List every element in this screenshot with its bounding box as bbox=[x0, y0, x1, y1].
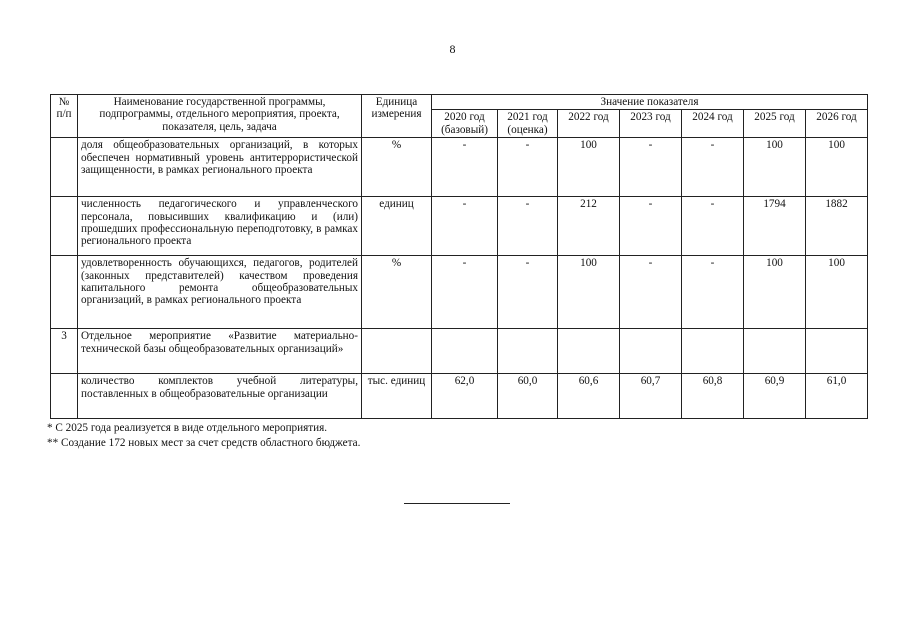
header-year: 2024 год bbox=[682, 110, 744, 138]
row-unit: % bbox=[362, 138, 432, 197]
row-value: 100 bbox=[806, 138, 868, 197]
header-year: 2021 год (оценка) bbox=[498, 110, 558, 138]
row-value: - bbox=[682, 197, 744, 256]
row-num bbox=[51, 374, 78, 419]
row-unit bbox=[362, 329, 432, 374]
header-year: 2026 год bbox=[806, 110, 868, 138]
row-value: - bbox=[682, 256, 744, 329]
header-year: 2025 год bbox=[744, 110, 806, 138]
footnotes bbox=[47, 421, 360, 451]
row-name: Отдельное мероприятие «Развитие материально-технической базы общеобразовательных организаций» bbox=[78, 329, 362, 374]
header-unit: Единица измерения bbox=[362, 95, 432, 138]
row-value: - bbox=[432, 138, 498, 197]
end-separator-line bbox=[404, 503, 510, 504]
row-value bbox=[620, 329, 682, 374]
row-value: 62,0 bbox=[432, 374, 498, 419]
header-year: 2022 год bbox=[558, 110, 620, 138]
row-name: доля общеобразовательных организаций, в которых обеспечен нормативный уровень антитеррористической защищенности, в рамках регионального проекта bbox=[78, 138, 362, 197]
row-value: 100 bbox=[558, 256, 620, 329]
row-value: 100 bbox=[744, 138, 806, 197]
row-value: 100 bbox=[806, 256, 868, 329]
row-name: количество комплектов учебной литературы, поставленных в общеобразовательные организации bbox=[78, 374, 362, 419]
indicators-table bbox=[50, 94, 868, 419]
row-value: 60,6 bbox=[558, 374, 620, 419]
header-year: 2023 год bbox=[620, 110, 682, 138]
row-value: - bbox=[620, 138, 682, 197]
row-value: 100 bbox=[558, 138, 620, 197]
row-value: 60,0 bbox=[498, 374, 558, 419]
row-value bbox=[432, 329, 498, 374]
footnote: * С 2025 года реализуется в виде отдельного мероприятия. bbox=[47, 422, 328, 434]
row-value: - bbox=[498, 197, 558, 256]
header-num: № п/п bbox=[51, 95, 78, 138]
row-value: 100 bbox=[744, 256, 806, 329]
footnote: ** Создание 172 новых мест за счет средств областного бюджета. bbox=[47, 437, 361, 449]
row-name: удовлетворенность обучающихся, педагогов, родителей (законных представителей) качеством проведения капитального ремонта общеобразовательных организаций, в рамках регионального проекта bbox=[78, 256, 362, 329]
table-row bbox=[51, 197, 868, 256]
page-number: 8 bbox=[449, 42, 456, 56]
row-value: 60,8 bbox=[682, 374, 744, 419]
row-value bbox=[498, 329, 558, 374]
row-value: - bbox=[620, 256, 682, 329]
row-value bbox=[806, 329, 868, 374]
row-value: - bbox=[432, 256, 498, 329]
row-value bbox=[682, 329, 744, 374]
header-year: 2020 год (базовый) bbox=[432, 110, 498, 138]
row-unit: единиц bbox=[362, 197, 432, 256]
row-unit: тыс. единиц bbox=[362, 374, 432, 419]
row-value bbox=[558, 329, 620, 374]
row-value: 60,9 bbox=[744, 374, 806, 419]
row-value bbox=[744, 329, 806, 374]
row-value: 60,7 bbox=[620, 374, 682, 419]
table-row bbox=[51, 256, 868, 329]
table-row-section bbox=[51, 329, 868, 374]
row-name: численность педагогического и управленческого персонала, повысивших квалификацию и (или) прошедших профессиональную переподготовку, в рамках регионального проекта bbox=[78, 197, 362, 256]
header-value-group: Значение показателя bbox=[432, 95, 868, 110]
row-num: 3 bbox=[51, 329, 78, 374]
row-value: - bbox=[432, 197, 498, 256]
table-row bbox=[51, 374, 868, 419]
row-value: 61,0 bbox=[806, 374, 868, 419]
table-row bbox=[51, 138, 868, 197]
row-value: - bbox=[682, 138, 744, 197]
header-name: Наименование государственной программы, подпрограммы, отдельного мероприятия, проекта, показателя, цель, задача bbox=[78, 95, 362, 138]
row-num bbox=[51, 197, 78, 256]
row-num bbox=[51, 138, 78, 197]
header-row-1 bbox=[51, 95, 868, 110]
row-value: 1794 bbox=[744, 197, 806, 256]
row-unit: % bbox=[362, 256, 432, 329]
row-value: 212 bbox=[558, 197, 620, 256]
row-num bbox=[51, 256, 78, 329]
row-value: 1882 bbox=[806, 197, 868, 256]
row-value: - bbox=[498, 138, 558, 197]
row-value: - bbox=[498, 256, 558, 329]
row-value: - bbox=[620, 197, 682, 256]
